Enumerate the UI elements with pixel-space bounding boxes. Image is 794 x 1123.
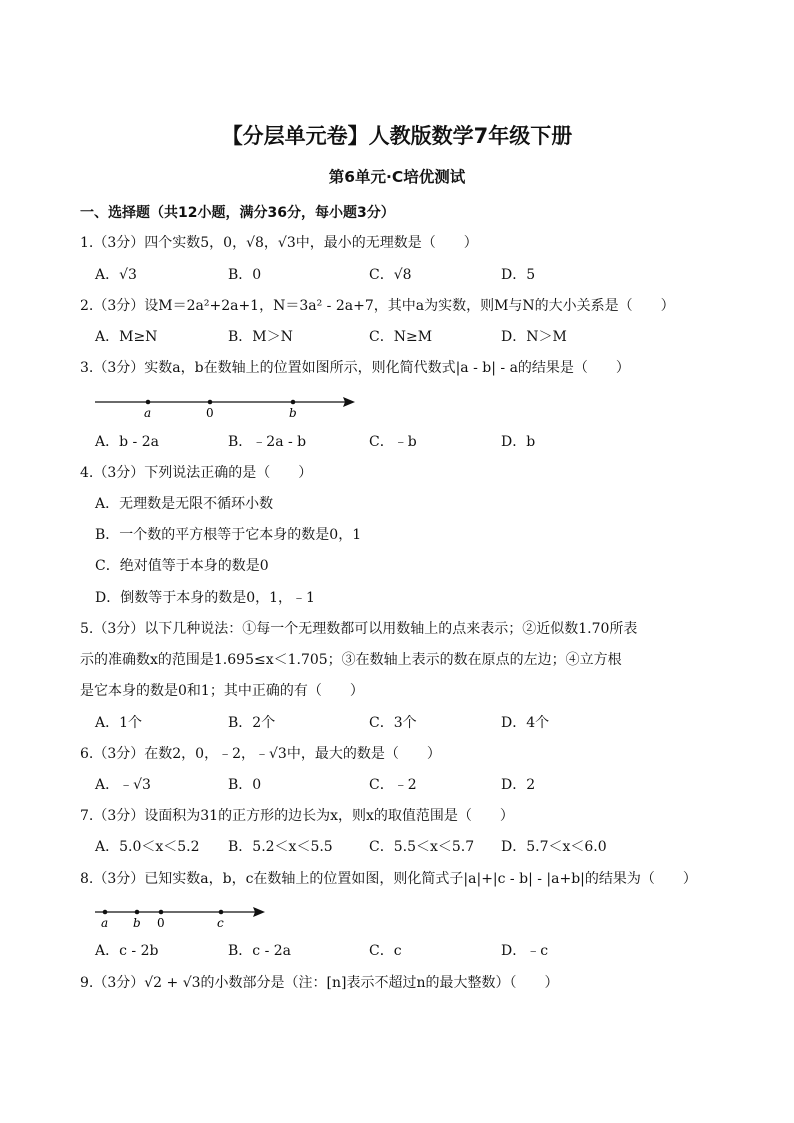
- question-4-stem: 4.（3分）下列说法正确的是（ ）: [80, 465, 313, 481]
- option-a[interactable]: A．﹣√3: [95, 777, 151, 793]
- question-3-options: [95, 432, 735, 452]
- option-d[interactable]: D．2: [501, 777, 536, 793]
- option-c[interactable]: C．N≥M: [369, 329, 433, 345]
- option-c[interactable]: C．√8: [369, 267, 412, 283]
- point-c: [219, 910, 224, 915]
- point-zero: [208, 400, 213, 405]
- point-a: [103, 910, 108, 915]
- option-a[interactable]: A．1个: [95, 715, 143, 731]
- option-d[interactable]: D．5.7＜x＜6.0: [501, 839, 607, 855]
- option-b[interactable]: B．﹣2a - b: [228, 434, 307, 450]
- option-d[interactable]: D．b: [501, 434, 536, 450]
- question-2-stem: 2.（3分）设M＝2a²+2a+1，N＝3a² - 2a+7，其中a为实数，则M与N的大小关系是（ ）: [80, 298, 675, 314]
- option-a[interactable]: A．5.0＜x＜5.2: [95, 839, 200, 855]
- question-5-stem-line-1: 5.（3分）以下几种说法：①每一个无理数都可以用数轴上的点来表示；②近似数1.70所表: [80, 621, 638, 637]
- point-b: [135, 910, 140, 915]
- label-a: a: [144, 406, 152, 420]
- label-c: c: [217, 916, 224, 930]
- page-title: 【分层单元卷】人教版数学7年级下册: [221, 124, 573, 148]
- option-c[interactable]: C．﹣2: [369, 777, 417, 793]
- question-6-stem: 6.（3分）在数2，0，﹣2，﹣√3中，最大的数是（ ）: [80, 746, 441, 762]
- point-zero: [159, 910, 164, 915]
- label-a: a: [101, 916, 109, 930]
- option-a[interactable]: A．b - 2a: [95, 434, 159, 450]
- option-c[interactable]: C．3个: [369, 715, 417, 731]
- option-d[interactable]: D．N＞M: [501, 329, 567, 345]
- question-5-stem-line-2: 示的准确数x的范围是1.695≤x＜1.705；③在数轴上表示的数在原点的左边；④立方根: [80, 652, 622, 668]
- question-2-options: [95, 327, 735, 347]
- question-7-options: [95, 837, 735, 857]
- question-3-stem: 3.（3分）实数a，b在数轴上的位置如图所示，则化简代数式|a - b| - a的结果是（ ）: [80, 360, 630, 376]
- question-8-stem: 8.（3分）已知实数a，b，c在数轴上的位置如图，则化简式子|a|+|c - b| - |a+b|的结果为（ ）: [80, 871, 697, 887]
- label-b: b: [133, 916, 141, 930]
- question-6-options: [95, 775, 735, 795]
- question-1-stem: 1.（3分）四个实数5，0，√8，√3中，最小的无理数是（ ）: [80, 235, 478, 251]
- option-c[interactable]: C．﹣b: [369, 434, 417, 450]
- option-d[interactable]: D．4个: [501, 715, 550, 731]
- option-b[interactable]: B．一个数的平方根等于它本身的数是0，1: [95, 527, 362, 543]
- option-b[interactable]: B．2个: [228, 715, 276, 731]
- question-5-stem-line-3: 是它本身的数是0和1；其中正确的有（ ）: [80, 683, 364, 699]
- option-c[interactable]: C．绝对值等于本身的数是0: [95, 558, 269, 574]
- option-b[interactable]: B．c - 2a: [228, 943, 292, 959]
- page-subtitle: 第6单元·C培优测试: [328, 168, 466, 186]
- option-a[interactable]: A．M≥N: [95, 329, 158, 345]
- option-d[interactable]: D．5: [501, 267, 536, 283]
- question-9-stem: 9.（3分）√2 + √3的小数部分是（注：[n]表示不超过n的最大整数）（ ）: [80, 975, 559, 991]
- option-a[interactable]: A．c - 2b: [95, 943, 159, 959]
- number-line-q8: [93, 902, 268, 932]
- number-line-q3: [93, 392, 358, 422]
- option-b[interactable]: B．M＞N: [228, 329, 293, 345]
- option-d[interactable]: D．﹣c: [501, 943, 549, 959]
- option-b[interactable]: B．0: [228, 777, 262, 793]
- point-a: [146, 400, 151, 405]
- question-8-options: [95, 941, 735, 961]
- section-heading: 一、选择题（共12小题，满分36分，每小题3分）: [80, 205, 395, 221]
- label-zero: 0: [206, 406, 214, 420]
- option-c[interactable]: C．c: [369, 943, 402, 959]
- option-c[interactable]: C．5.5＜x＜5.7: [369, 839, 475, 855]
- question-7-stem: 7.（3分）设面积为31的正方形的边长为x，则x的取值范围是（ ）: [80, 808, 514, 824]
- option-a[interactable]: A．无理数是无限不循环小数: [95, 496, 274, 512]
- option-b[interactable]: B．5.2＜x＜5.5: [228, 839, 333, 855]
- label-b: b: [289, 406, 297, 420]
- option-b[interactable]: B．0: [228, 267, 262, 283]
- label-zero: 0: [157, 916, 165, 930]
- option-d[interactable]: D．倒数等于本身的数是0，1，﹣1: [95, 590, 315, 606]
- question-5-options: [95, 713, 735, 733]
- question-1-options: [95, 265, 735, 285]
- point-b: [291, 400, 296, 405]
- option-a[interactable]: A．√3: [95, 267, 137, 283]
